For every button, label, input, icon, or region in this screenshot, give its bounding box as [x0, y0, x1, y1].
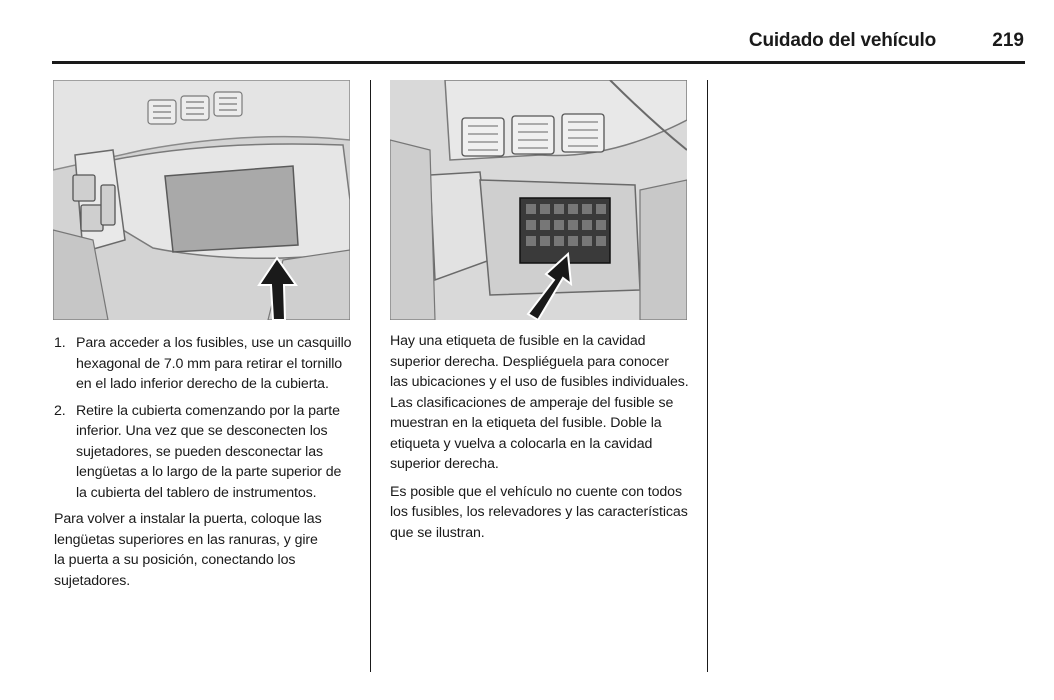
right-column-text — [390, 331, 690, 550]
reinstall-paragraph: Para volver a instalar la puerta, coloque las lengüetas superiores en las ranuras, y gire la puerta a su posición, conectando los sujetadores. — [54, 511, 322, 589]
step-text: Para acceder a los fusibles, use un casquillo hexagonal de 7.0 mm para retirar el tornillo en el lado inferior derecho de la cubierta. — [76, 335, 352, 392]
step-item — [54, 333, 354, 395]
column-divider-2 — [707, 80, 708, 672]
instruction-steps — [54, 333, 354, 503]
header-rule — [52, 61, 1025, 64]
step-item — [54, 401, 354, 504]
left-column-text — [54, 333, 354, 598]
fuse-cover-illustration — [53, 80, 350, 320]
page-number: 219 — [992, 30, 1024, 51]
step-number: 2. — [54, 402, 66, 419]
step-number: 1. — [54, 335, 66, 351]
column-divider-1 — [370, 80, 371, 672]
disclaimer-paragraph: Es posible que el vehículo no cuente con todos los fusibles, los relevadores y las características que se ilustran. — [390, 483, 688, 541]
step-text: Retire la cubierta comenzando por la parte inferior. Una vez que se desconecten los sujetadores, se pueden desconectar las lengüetas a lo largo de la parte superior de la cubierta del tablero de instrumentos. — [76, 402, 342, 501]
fuse-block-illustration — [390, 80, 687, 320]
fuse-label-paragraph: Hay una etiqueta de fusible en la cavidad superior derecha. Despliéguela para conocer las ubicaciones y el uso de fusibles individuales. Las clasificaciones de amperaje del fusible se muestran en la etiqueta del fusible. Doble la etiqueta y vuelva a colocarla en la cavidad superior derecha. — [390, 333, 689, 472]
section-title: Cuidado del vehículo — [748, 30, 936, 51]
